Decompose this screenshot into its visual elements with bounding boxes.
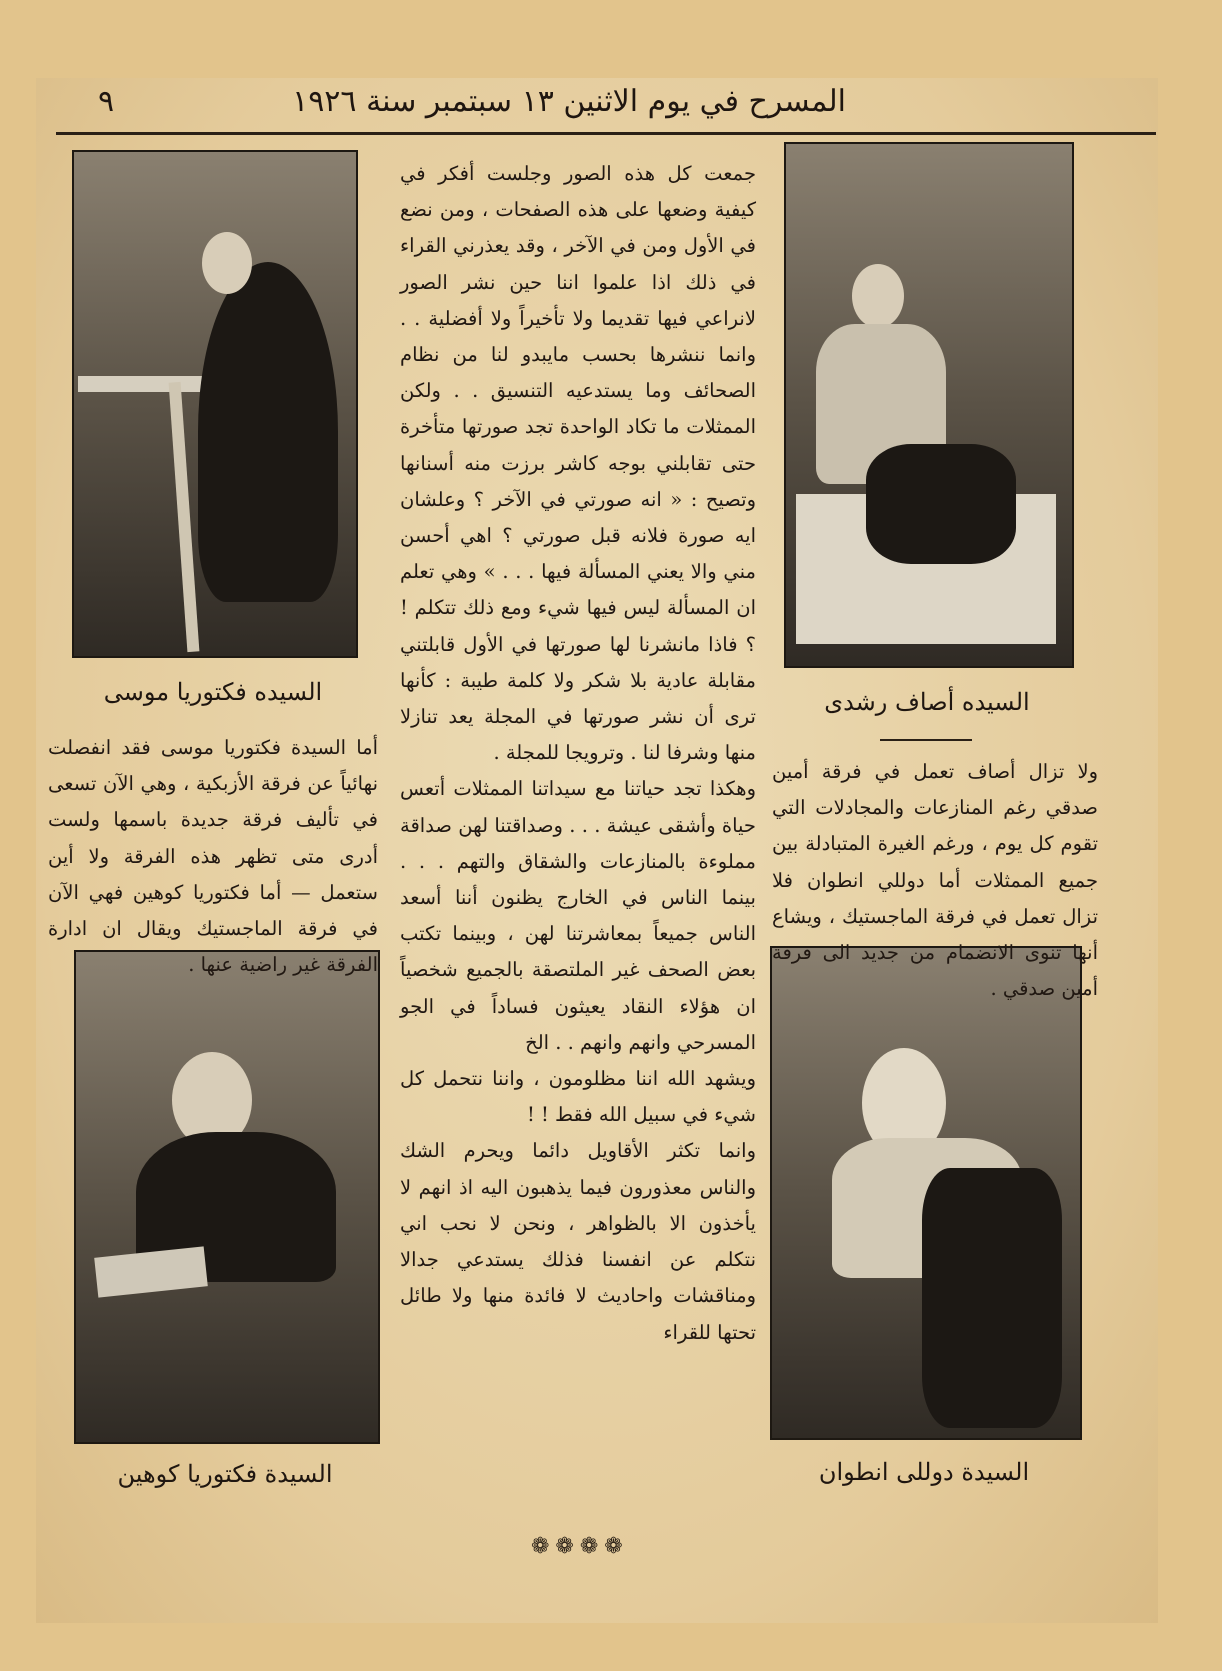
chair [922,1168,1062,1428]
article-paragraph: ولا تزال أصاف تعمل في فرقة أمين صدقي رغم المنازعات والمجادلات التي تقوم كل يوم ، ورغم الغيرة المتبادلة بين جميع الممثلات أما دوللي انطوان فلا تزال تعمل في فرقة الماجستيك ، ويشاع أنها تنوى الانضمام من جديد الى فرقة أمين صدقي . [772,760,1098,1001]
photo-caption: السيدة فكتوريا كوهين [117,1460,333,1488]
article-paragraph: أما السيدة فكتوريا موسى فقد انفصلت نهائياً عن فرقة الأزبكية ، وهي الآن تسعى في تأليف فرقة جديدة باسمها ولست أدرى متى تظهر هذه الفرقة ولا أين ستعمل — أما فكتوريا كوهين فهي الآن في فرقة الماجستيك ويقال ان ادارة الفرقة غير راضية عنها . [48,736,378,977]
section-divider [880,739,972,741]
face [202,232,252,294]
table-leg [169,382,200,652]
article-paragraph: جمعت كل هذه الصور وجلست أفكر في كيفية وضعها على هذه الصفحات ، ومن نضع في الأول ومن في الآخر ، وقد يعذرني القراء في ذلك اذا علموا اننا حين نشر الصور لانراعي فيها تقديما ولا تأخيراً ولا أفضلية . . وانما ننشرها بحسب مايبدو لنا من نظام الصحائف وما يستدعيه التنسيق . . ولكن الممثلات ما تكاد الواحدة تجد صورتها متأخرة حتى تقابلني بوجه كاشر برزت منه أسنانها وتصيح : « انه صورتي في الآخر ؟ وعلشان ايه صورة فلانه قبل صورتي ؟ اهي أحسن مني والا يعني المسألة فيها . . . » وهي تعلم ان المسألة ليس فيها شيء ومع ذلك تتكلم ! ؟ فاذا مانشرنا لها صورتها في الأول قابلتني مقابلة عادية بلا شكر ولا كلمة طيبة : كأنها ترى أن نشر صورتها في المجلة يعد تنازلا منها وشرفا لنا . وترويجا للمجلة . [400,162,756,765]
photo-victoria-moussa [72,150,358,658]
photo-caption: السيده أصاف رشدى [824,688,1030,716]
photo-victoria-cohen [74,950,380,1444]
header-divider [56,132,1156,135]
photo-dolly-antoine [770,946,1082,1440]
article-paragraph: وهكذا تجد حياتنا مع سيداتنا الممثلات أتعس حياة وأشقى عيشة . . . وصداقتنا لهن صداقة مملوءة بالمنازعات والشقاق والتهم . . . بينما الناس في الخارج يظنون أننا أسعد الناس جميعاً بمعاشرتنا لهن ، وبينما تكتب بعض الصحف غير الملتصقة بالجميع شخصياً ان هؤلاء النقاد يعيثون فساداً في الجو المسرحي وانهم وانهم . . الخ [400,777,756,1054]
photo-caption: السيدة دوللى انطوان [818,1458,1030,1486]
newspaper-page [36,78,1158,1623]
photo-asaf-roushdi [784,142,1074,668]
skirt [866,444,1016,564]
figure-silhouette [198,262,338,602]
center-text-column [400,156,756,1456]
left-text-block [48,730,378,983]
photo-caption: السيده فكتوريا موسى [103,678,323,706]
article-paragraph: وانما تكثر الأقاويل دائما ويحرم الشك والناس معذورون فيما يذهبون اليه اذ انهم لا يأخذون الا بالظواهر ، ونحن لا نحب اني نتكلم عن انفسنا فذلك يستدعي جدالا ومناقشات واحاديث لا فائدة منها ولا طائل تحتها للقراء [400,1139,756,1344]
face [852,264,904,328]
page-number: ٩ [98,84,115,119]
book [94,1246,208,1297]
floral-ornament-icon: ❁❁❁❁ [531,1534,629,1559]
page-title: المسرح في يوم الاثنين ١٣ سبتمبر سنة ١٩٢٦ [292,84,846,119]
right-text-block [772,754,1098,1007]
article-paragraph: ويشهد الله اننا مظلومون ، واننا نتحمل كل شيء في سبيل الله فقط ! ! [400,1067,756,1127]
